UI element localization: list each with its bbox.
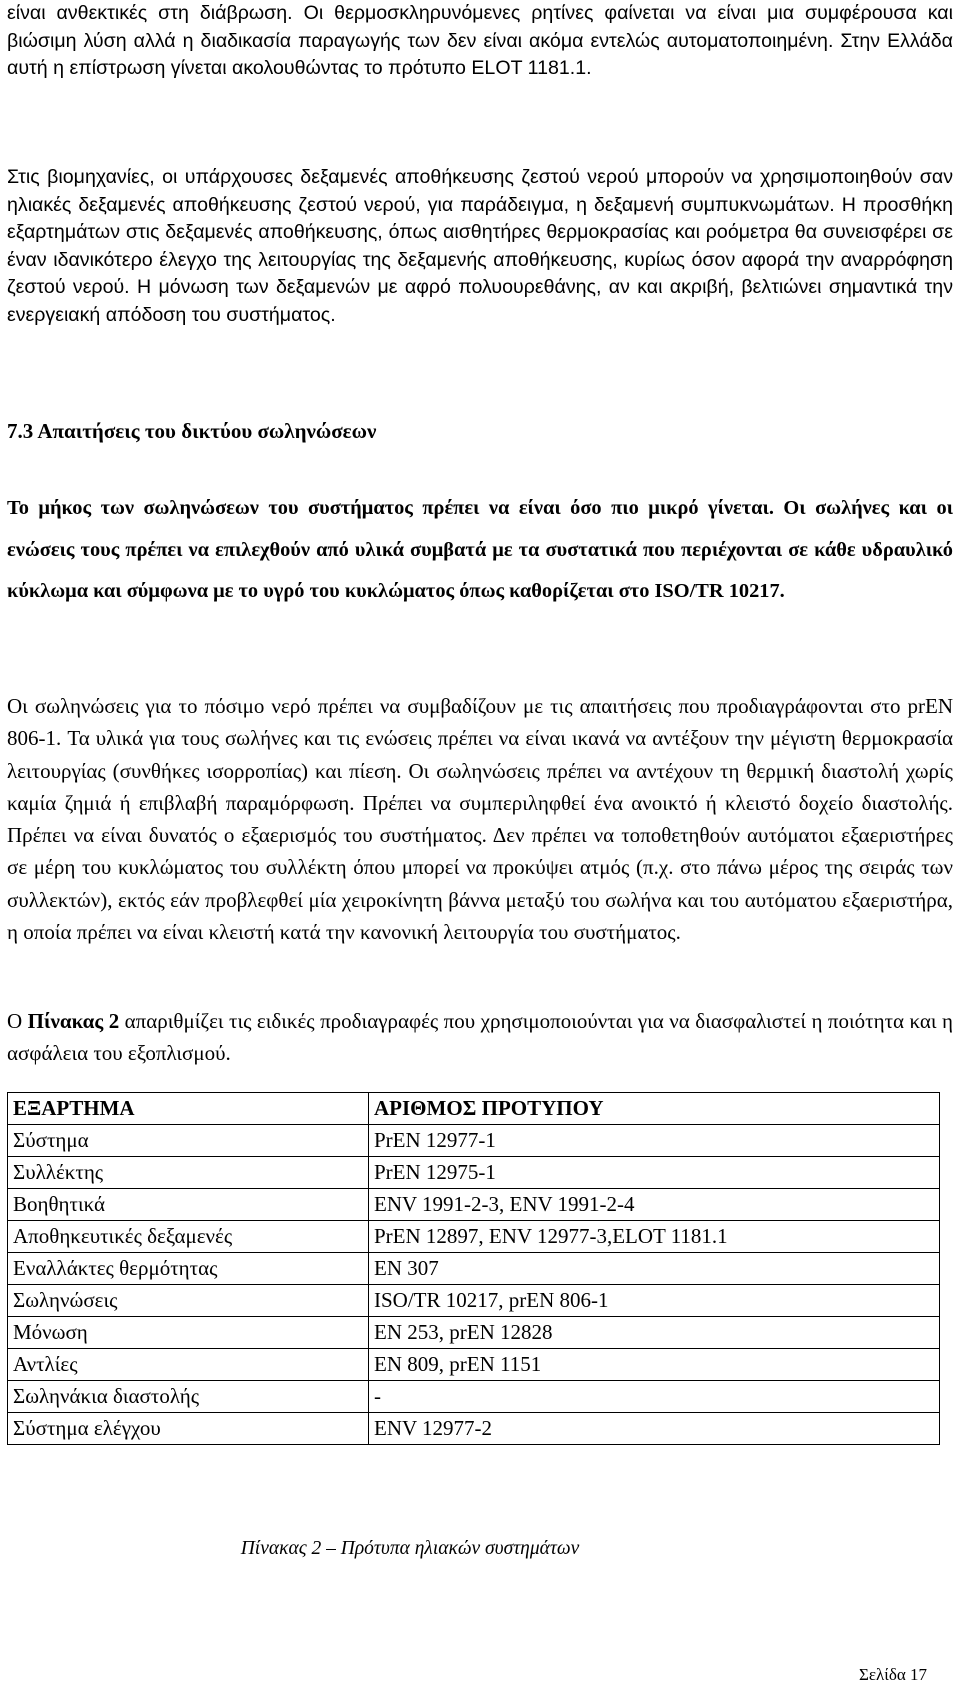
table-row — [8, 1317, 940, 1349]
table-row — [8, 1349, 940, 1381]
table-header-standard: ΑΡΙΘΜΟΣ ΠΡΟΤΥΠΟΥ — [369, 1093, 940, 1125]
table-cell-component: Σύστημα — [8, 1125, 369, 1157]
p4-after: απαριθμίζει τις ειδικές προδιαγραφές που χρησιμοποιούνται για να διασφαλιστεί η ποιότητα και η ασφάλεια του εξοπλισμού. — [7, 1009, 954, 1066]
section-heading: 7.3 Απαιτήσεις του δικτύου σωληνώσεων — [7, 419, 377, 443]
table-reference-bold: Πίνακας 2 — [27, 1009, 120, 1033]
table-header-component: ΕΞΑΡΤΗΜΑ — [8, 1093, 369, 1125]
table-cell-standard: - — [369, 1381, 940, 1413]
table-cell-standard: PrEN 12897, ENV 12977-3,ELOT 1181.1 — [369, 1221, 940, 1253]
table-cell-component: Αποθηκευτικές δεξαμενές — [8, 1221, 369, 1253]
table-cell-standard: ENV 12977-2 — [369, 1413, 940, 1445]
paragraph-industrial-tanks: Στις βιομηχανίες, οι υπάρχουσες δεξαμενές αποθήκευσης ζεστού νερού μπορούν να χρησιμοποιηθούν σαν ηλιακές δεξαμενές αποθήκευσης ζεστού νερού, για παράδειγμα, η δεξαμενή συμπυκνωμάτων. Η προσθήκη εξαρτημάτων στις δεξαμενές αποθήκευσης, όπως αισθητήρες θερμοκρασίας και ροόμετρα θα συνεισφέρει σε έναν ιδανικότερο έλεγχο της λειτουργίας της δεξαμενής αποθήκευσης, κυρίως όσον αφορά την αναρρόφηση ζεστού νερού. Η μόνωση των δεξαμενών με αφρό πολυουρεθάνης, αν και ακριβή, βελτιώνει σημαντικά την ενεργειακή απόδοση του συστήματος. — [7, 166, 953, 326]
table-caption-text: Πίνακας 2 – Πρότυπα ηλιακών συστημάτων — [240, 1538, 580, 1559]
table-cell-component: Μόνωση — [8, 1317, 369, 1349]
table-row — [8, 1381, 940, 1413]
p4-before: Ο — [7, 1009, 28, 1033]
paragraph-potable-water: Οι σωληνώσεις για το πόσιμο νερό πρέπει να συμβαδίζουν με τις απαιτήσεις που προδιαγράφονται στο prEN 806-1. Τα υλικά για τους σωλήνες και τις ενώσεις πρέπει να είναι ικανά να αντέξουν την μέγιστη θερμοκρασία λειτουργίας (συνθήκες ισορροπίας) και πίεση. Οι σωληνώσεις πρέπει να αντέχουν τη θερμική διαστολή χωρίς καμία ζημιά ή επιβλαβή παραμόρφωση. Πρέπει να συμπεριληφθεί ένα ανοικτό ή κλειστό δοχείο διαστολής. Πρέπει να είναι δυνατός ο εξαερισμός του συστήματος. Δεν πρέπει να τοποθετηθούν αυτόματοι εξαεριστήρες σε μέρη του κυκλώματος του συλλέκτη όπου μπορεί να προκύψει ατμός (π.χ. στο πάνω μέρος της σειράς των συλλεκτών), εκτός εάν προβλεφθεί μία χειροκίνητη βάννα μεταξύ του σωλήνα και του αυτόματου εξαεριστήρα, η οποία πρέπει να είναι κλειστή κατά την κανονική λειτουργία του συστήματος. — [7, 694, 953, 945]
table-row — [8, 1285, 940, 1317]
paragraph-corrosion: είναι ανθεκτικές στη διάβρωση. Οι θερμοσκληρυνόμενες ρητίνες φαίνεται να είναι μια συμφέρουσα και βιώσιμη λύση αλλά η διαδικασία παραγωγής των δεν είναι ακόμα εντελώς αυτοματοποιημένη. Στην Ελλάδα αυτή η επίστρωση γίνεται ακολουθώντας το πρότυπο ΕLOT 1181.1. — [7, 2, 953, 79]
table-cell-standard: ISO/TR 10217, prEN 806-1 — [369, 1285, 940, 1317]
table-row — [8, 1157, 940, 1189]
table-row — [8, 1413, 940, 1445]
table-cell-standard: PrEN 12975-1 — [369, 1157, 940, 1189]
table-cell-component: Σύστημα ελέγχου — [8, 1413, 369, 1445]
table-cell-standard: PrEN 12977-1 — [369, 1125, 940, 1157]
table-cell-standard: EN 809, prEN 1151 — [369, 1349, 940, 1381]
table-caption — [0, 1536, 960, 1562]
table-row — [8, 1253, 940, 1285]
table-row — [8, 1189, 940, 1221]
paragraph-piping-requirements: Το μήκος των σωληνώσεων του συστήματος πρέπει να είναι όσο πιο μικρό γίνεται. Οι σωλήνες και οι ενώσεις τους πρέπει να επιλεχθούν από υλικά συμβατά με τα συστατικά που περιέχονται σε κάθε υδραυλικό κύκλωμα και σύμφωνα με το υγρό του κυκλώματος όπως καθορίζεται στο ISO/TR 10217. — [7, 497, 953, 602]
table-cell-component: Βοηθητικά — [8, 1189, 369, 1221]
table-cell-standard: ENV 1991-2-3, ENV 1991-2-4 — [369, 1189, 940, 1221]
standards-table — [7, 1092, 940, 1445]
table-cell-standard: EN 307 — [369, 1253, 940, 1285]
table-cell-component: Σωληνώσεις — [8, 1285, 369, 1317]
paragraph-table-reference — [7, 1005, 953, 1070]
table-cell-standard: EN 253, prEN 12828 — [369, 1317, 940, 1349]
table-cell-component: Συλλέκτης — [8, 1157, 369, 1189]
table-header-row — [8, 1093, 940, 1125]
table-cell-component: Εναλλάκτες θερμότητας — [8, 1253, 369, 1285]
table-row — [8, 1125, 940, 1157]
table-row — [8, 1221, 940, 1253]
page-number: Σελίδα 17 — [858, 1665, 927, 1684]
table-cell-component: Αντλίες — [8, 1349, 369, 1381]
table-cell-component: Σωληνάκια διαστολής — [8, 1381, 369, 1413]
